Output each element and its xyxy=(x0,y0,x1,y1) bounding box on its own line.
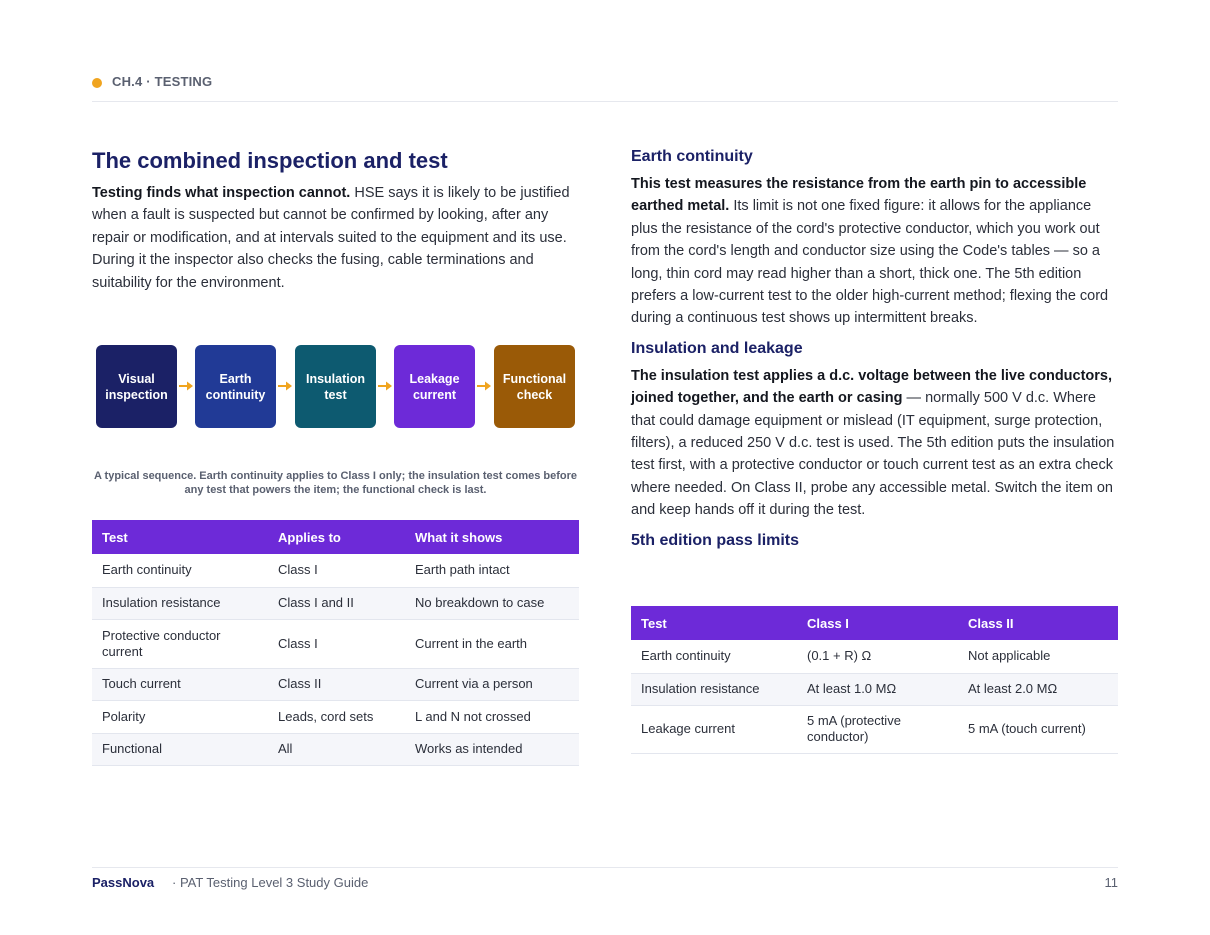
insulation-lead: The insulation test applies a d.c. voltage between the live conductors, joined together, and the earth or casing xyxy=(631,367,1113,407)
diagram-caption: A typical sequence. Earth continuity applies to Class I only; the insulation test comes before any test that powers the item; the functional check is last. xyxy=(93,470,578,496)
arrow-right-icon xyxy=(377,380,393,392)
table-cell: 5 mA (protective conductor) xyxy=(797,705,958,753)
table-row xyxy=(92,733,579,765)
column-header: What it shows xyxy=(405,520,579,554)
table-row xyxy=(631,640,1118,673)
arrow-right-icon xyxy=(178,380,194,392)
table-cell: 5 mA (touch current) xyxy=(958,705,1118,753)
table-cell: Class I xyxy=(268,554,405,587)
column-header: Class I xyxy=(797,606,958,640)
table-cell: Insulation resistance xyxy=(631,673,797,705)
section-title: The combined inspection and test xyxy=(92,148,448,173)
table-cell: Polarity xyxy=(92,700,268,733)
right-column xyxy=(631,146,1118,552)
table-cell: Touch current xyxy=(92,668,268,700)
table-cell: (0.1 + R) Ω xyxy=(797,640,958,673)
chapter-label: CH.4 · TESTING xyxy=(112,74,213,89)
table-row xyxy=(92,587,579,619)
page-number: 11 xyxy=(1104,875,1118,890)
brand-name: PassNova xyxy=(92,875,155,890)
table-cell: Current via a person xyxy=(405,668,579,700)
table-cell: Earth continuity xyxy=(631,640,797,673)
column-header: Applies to xyxy=(268,520,405,554)
step-insulation-test: Insulation test xyxy=(295,345,376,428)
intro-text: HSE says it is likely to be justified when a fault is suspected but cannot be confirmed by looking, after any repair or modification, and at intervals suited to the equipment and its use. During it the inspector also checks the fusing, cable terminations and suitability for the environment. xyxy=(92,185,570,291)
table-cell: Class I and II xyxy=(268,587,405,619)
table-cell: Functional xyxy=(92,733,268,765)
table-cell: All xyxy=(268,733,405,765)
test-sequence-diagram xyxy=(96,345,576,428)
table-cell: Insulation resistance xyxy=(92,587,268,619)
limits-table xyxy=(631,606,1118,754)
table-cell: Leakage current xyxy=(631,705,797,753)
arrow-right-icon xyxy=(476,380,492,392)
table-cell: At least 1.0 MΩ xyxy=(797,673,958,705)
tests-table-wrapper xyxy=(92,520,579,766)
table-cell: Class II xyxy=(268,668,405,700)
step-earth-continuity: Earth continuity xyxy=(195,345,276,428)
intro-paragraph xyxy=(92,182,579,294)
table-cell: Earth path intact xyxy=(405,554,579,587)
table-cell: No breakdown to case xyxy=(405,587,579,619)
table-cell: Leads, cord sets xyxy=(268,700,405,733)
table-row xyxy=(92,554,579,587)
table-cell: Works as intended xyxy=(405,733,579,765)
table-row xyxy=(92,668,579,700)
table-header-row xyxy=(92,520,579,554)
table-row xyxy=(631,673,1118,705)
table-cell: Protective conductor current xyxy=(92,619,268,668)
step-functional-check: Functional check xyxy=(494,345,575,428)
arrow-right-icon xyxy=(277,380,293,392)
page-footer xyxy=(92,867,1118,898)
insulation-heading: Insulation and leakage xyxy=(631,339,803,357)
page-header xyxy=(92,74,1118,102)
left-column xyxy=(92,146,579,294)
pass-limits-heading: 5th edition pass limits xyxy=(631,531,800,549)
intro-lead: Testing finds what inspection cannot. xyxy=(92,185,351,201)
column-header: Test xyxy=(631,606,797,640)
insulation-text: — normally 500 V d.c. Where that could damage equipment or mislead (IT equipment, surge protection, filters), a reduced 250 V d.c. test is used. The 5th edition puts the insulation test first, with a protective conductor or touch current test as an extra check where needed. On Class II, probe any accessible metal. Switch the item on and keep hands off it during the test. xyxy=(631,390,1115,519)
table-cell: Not applicable xyxy=(958,640,1118,673)
guide-title: · PAT Testing Level 3 Study Guide xyxy=(172,875,369,890)
step-leakage-current: Leakage current xyxy=(394,345,475,428)
insulation-paragraph xyxy=(631,365,1118,522)
limits-table-wrapper xyxy=(631,606,1118,754)
table-cell: At least 2.0 MΩ xyxy=(958,673,1118,705)
table-cell: L and N not crossed xyxy=(405,700,579,733)
earth-continuity-lead: This test measures the resistance from the earth pin to accessible earthed metal. xyxy=(631,176,1087,215)
table-cell: Class I xyxy=(268,619,405,668)
table-row xyxy=(631,705,1118,753)
step-visual-inspection: Visual inspection xyxy=(96,345,177,428)
table-row xyxy=(92,619,579,668)
table-header-row xyxy=(631,606,1118,640)
table-cell: Current in the earth xyxy=(405,619,579,668)
column-header: Test xyxy=(92,520,268,554)
chapter-dot-icon xyxy=(92,78,102,88)
earth-continuity-text: Its limit is not one fixed figure: it allows for the appliance plus the resistance of the cord's protective conductor, which you work out from the cord's length and conductor size using the Code's tables — so a long, thin cord may read higher than a short, thick one. The 5th edition prefers a low-current test to the older high-current method; flexing the cord during a continuous test shows up intermittent breaks. xyxy=(631,198,1109,327)
column-header: Class II xyxy=(958,606,1118,640)
table-row xyxy=(92,700,579,733)
earth-continuity-paragraph xyxy=(631,173,1118,330)
tests-table xyxy=(92,520,579,766)
table-cell: Earth continuity xyxy=(92,554,268,587)
earth-continuity-heading: Earth continuity xyxy=(631,148,753,165)
